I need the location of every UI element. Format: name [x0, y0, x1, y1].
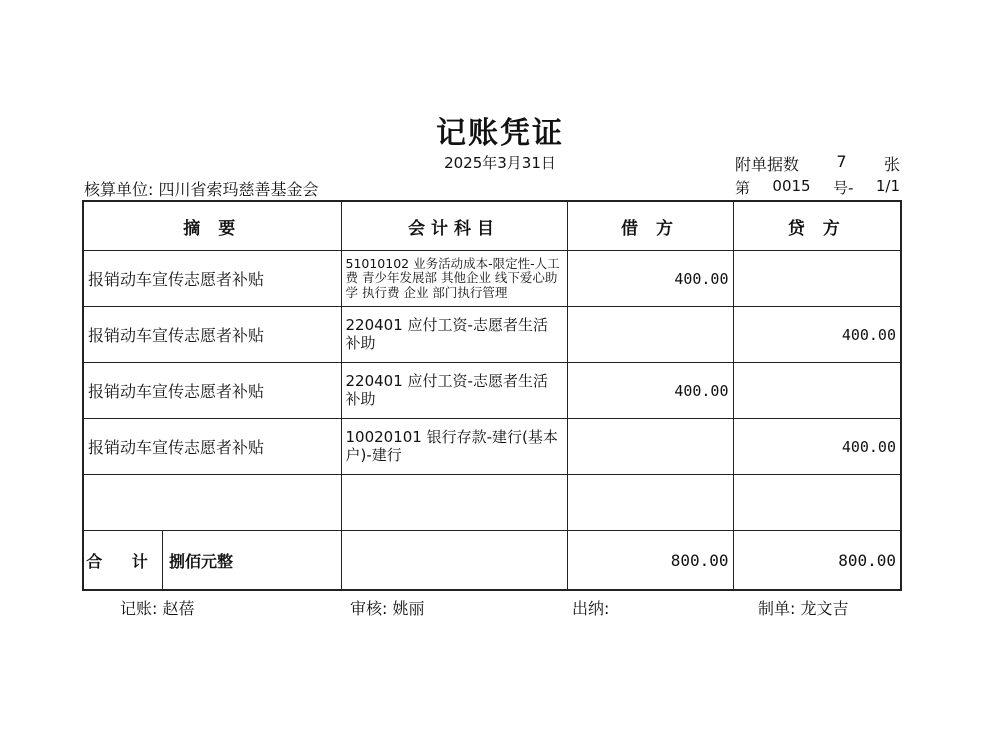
- voucher-table: [82, 200, 902, 591]
- attachment-unit: 张: [883, 155, 900, 174]
- row-credit: 400.00: [733, 307, 901, 363]
- total-amount-words: 捌佰元整: [169, 551, 234, 571]
- empty-cell: [341, 475, 567, 531]
- voucher-date: 2025年3月31日: [444, 154, 556, 172]
- row-summary: 报销动车宣传志愿者补贴: [83, 307, 341, 363]
- total-row: [83, 531, 901, 591]
- header-credit: 贷 方: [733, 201, 901, 251]
- table-row: [83, 251, 901, 307]
- voucher-number: [735, 177, 900, 198]
- row-subject: 51010102 业务活动成本-限定性-人工费 青少年发展部 其他企业 线下爱心助学 执行费 企业 部门执行管理: [341, 251, 567, 307]
- row-debit: 400.00: [567, 251, 733, 307]
- total-credit: 800.00: [733, 531, 901, 591]
- table-row: [83, 419, 901, 475]
- total-label: 合 计: [84, 531, 163, 589]
- voucher-number-prefix: 第: [735, 179, 751, 197]
- row-credit: [733, 363, 901, 419]
- empty-cell: [733, 475, 901, 531]
- voucher-title: 记账凭证: [436, 116, 564, 151]
- row-credit: [733, 251, 901, 307]
- total-subject-cell: [341, 531, 567, 591]
- empty-row: [83, 475, 901, 531]
- accounting-unit: [84, 177, 319, 200]
- table-row: [83, 363, 901, 419]
- row-subject: 10020101 银行存款-建行(基本户)-建行: [341, 419, 567, 475]
- header-debit: 借 方: [567, 201, 733, 251]
- row-credit: 400.00: [733, 419, 901, 475]
- row-debit: 400.00: [567, 363, 733, 419]
- attachment-count: [735, 152, 900, 175]
- header-subject: 会计科目: [341, 201, 567, 251]
- cashier: 出纳:: [572, 599, 610, 618]
- voucher-number-value: 0015: [772, 177, 811, 195]
- header-summary: 摘 要: [83, 201, 341, 251]
- preparer: 制单: 龙文吉: [758, 599, 849, 618]
- row-debit: [567, 307, 733, 363]
- row-subject: 220401 应付工资-志愿者生活补助: [341, 363, 567, 419]
- voucher-number-hao: 号-: [833, 179, 854, 197]
- total-debit: 800.00: [567, 531, 733, 591]
- bookkeeper: 记账: 赵蓓: [120, 599, 195, 618]
- empty-cell: [567, 475, 733, 531]
- total-cell: [83, 531, 341, 591]
- empty-cell: [83, 475, 341, 531]
- attachment-label: 附单据数: [735, 155, 800, 174]
- table-header-row: [83, 201, 901, 251]
- row-summary: 报销动车宣传志愿者补贴: [83, 363, 341, 419]
- row-summary: 报销动车宣传志愿者补贴: [83, 419, 341, 475]
- row-subject: 220401 应付工资-志愿者生活补助: [341, 307, 567, 363]
- reviewer: 审核: 姚丽: [350, 599, 425, 618]
- accounting-unit-value: 四川省索玛慈善基金会: [158, 180, 319, 199]
- voucher-page-count: 1/1: [875, 177, 900, 195]
- row-summary: 报销动车宣传志愿者补贴: [83, 251, 341, 307]
- table-row: [83, 307, 901, 363]
- row-debit: [567, 419, 733, 475]
- attachment-number: 7: [836, 152, 847, 171]
- accounting-unit-label: 核算单位:: [84, 180, 154, 199]
